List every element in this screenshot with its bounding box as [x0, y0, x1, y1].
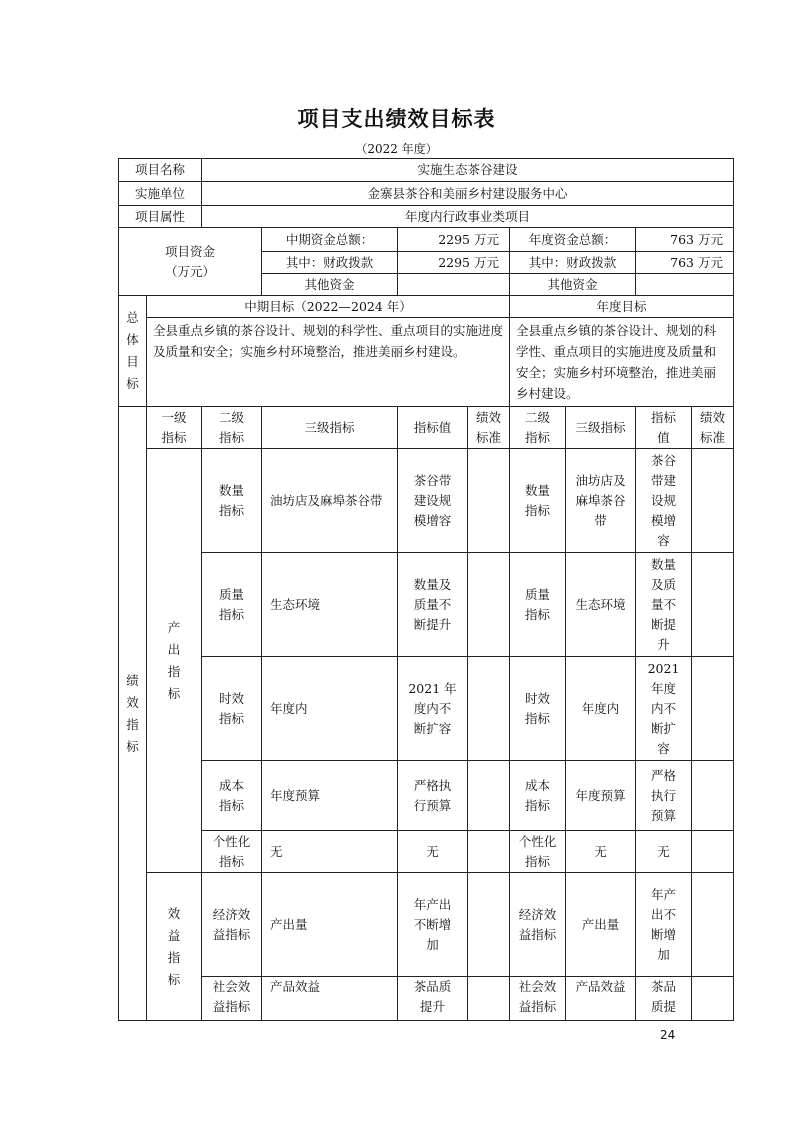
output-indicator-label: 产 出 指 标 — [147, 449, 202, 873]
row-l2b: 个性化 指标 — [510, 831, 566, 873]
table-row — [119, 407, 734, 449]
row-stdb — [692, 449, 734, 553]
mid-total-label: 中期资金总额： — [262, 228, 398, 252]
row-val: 年产出 不断增 加 — [398, 873, 468, 977]
table-row — [119, 159, 734, 182]
mid-target-text: 全县重点乡镇的茶谷设计、规划的科学性、重点项目的实施进度及质量和安全；实施乡村环境整治，推进美丽乡村建设。 — [147, 318, 510, 407]
header-l3: 三级指标 — [262, 407, 398, 449]
year-other-label: 其他资金 — [510, 274, 636, 296]
year-target-text: 全县重点乡镇的茶谷设计、规划的科学性、重点项目的实施进度及质量和安全；实施乡村环境整治，推进美丽乡村建设。 — [510, 318, 734, 407]
row-std — [468, 873, 510, 977]
mid-total-value: 2295 万元 — [398, 228, 510, 252]
benefit-indicator-label: 效 益 指 标 — [147, 873, 202, 1021]
page-number: 24 — [660, 1028, 676, 1042]
row-std — [468, 449, 510, 553]
row-stdb — [692, 761, 734, 831]
row-l3: 产品效益 — [262, 977, 398, 1021]
attr-value: 年度内行政事业类项目 — [202, 206, 734, 228]
header-l3b: 三级指标 — [566, 407, 636, 449]
table-row — [119, 206, 734, 228]
row-l2b: 经济效 益指标 — [510, 873, 566, 977]
funds-label: 项目资金 （万元） — [119, 228, 262, 296]
row-val: 2021 年 度内不 断扩容 — [398, 657, 468, 761]
project-name-label: 项目名称 — [119, 159, 202, 182]
row-std — [468, 977, 510, 1021]
overall-target-label: 总 体 目 标 — [119, 296, 147, 407]
row-val: 数量及 质量不 断提升 — [398, 553, 468, 657]
header-l1: 一级 指标 — [147, 407, 202, 449]
row-valb: 茶品 质提 — [636, 977, 692, 1021]
row-l2b: 时效 指标 — [510, 657, 566, 761]
header-l2b: 二级 指标 — [510, 407, 566, 449]
row-l2: 质量 指标 — [202, 553, 262, 657]
mid-other-value — [398, 274, 510, 296]
row-std — [468, 553, 510, 657]
year-label: （2022 年度） — [355, 142, 438, 156]
row-l3b: 产出量 — [566, 873, 636, 977]
row-valb: 2021 年度 内不 断扩 容 — [636, 657, 692, 761]
row-stdb — [692, 553, 734, 657]
project-name-value: 实施生态茶谷建设 — [202, 159, 734, 182]
row-l2b: 社会效 益指标 — [510, 977, 566, 1021]
row-val: 茶谷带 建设规 模增容 — [398, 449, 468, 553]
row-l3: 产出量 — [262, 873, 398, 977]
year-other-value — [636, 274, 734, 296]
table-row — [119, 657, 734, 761]
performance-table — [118, 158, 734, 1021]
year-fiscal-value: 763 万元 — [636, 252, 734, 274]
row-l3b: 年度内 — [566, 657, 636, 761]
row-l2: 数量 指标 — [202, 449, 262, 553]
header-valb: 指标 值 — [636, 407, 692, 449]
mid-other-label: 其他资金 — [262, 274, 398, 296]
mid-fiscal-value: 2295 万元 — [398, 252, 510, 274]
header-l2: 二级 指标 — [202, 407, 262, 449]
year-total-label: 年度资金总额： — [510, 228, 636, 252]
row-stdb — [692, 977, 734, 1021]
row-stdb — [692, 657, 734, 761]
row-stdb — [692, 831, 734, 873]
row-valb: 数量 及质 量不 断提 升 — [636, 553, 692, 657]
row-l2: 时效 指标 — [202, 657, 262, 761]
row-l3b: 无 — [566, 831, 636, 873]
row-std — [468, 761, 510, 831]
unit-value: 金寨县茶谷和美丽乡村建设服务中心 — [202, 182, 734, 206]
page-title: 项目支出绩效目标表 — [297, 107, 496, 131]
attr-label: 项目属性 — [119, 206, 202, 228]
row-l3: 无 — [262, 831, 398, 873]
row-l3: 生态环境 — [262, 553, 398, 657]
row-l2: 个性化 指标 — [202, 831, 262, 873]
row-l3b: 年度预算 — [566, 761, 636, 831]
row-l3: 年度内 — [262, 657, 398, 761]
table-row — [119, 449, 734, 553]
header-std: 绩效 标准 — [468, 407, 510, 449]
table-row — [119, 296, 734, 318]
mid-fiscal-label: 其中：财政拨款 — [262, 252, 398, 274]
row-l3b: 油坊店及 麻埠茶谷 带 — [566, 449, 636, 553]
table-row — [119, 553, 734, 657]
row-l2: 社会效 益指标 — [202, 977, 262, 1021]
row-val: 茶品质 提升 — [398, 977, 468, 1021]
table-row — [119, 977, 734, 1021]
row-std — [468, 657, 510, 761]
row-l2b: 质量 指标 — [510, 553, 566, 657]
row-val: 严格执 行预算 — [398, 761, 468, 831]
table-row — [119, 182, 734, 206]
row-l2b: 成本 指标 — [510, 761, 566, 831]
table-row — [119, 228, 734, 252]
header-val: 指标值 — [398, 407, 468, 449]
row-stdb — [692, 873, 734, 977]
row-valb: 茶谷 带建 设规 模增 容 — [636, 449, 692, 553]
mid-target-header: 中期目标（2022—2024 年） — [147, 296, 510, 318]
row-val: 无 — [398, 831, 468, 873]
perf-indicator-label: 绩 效 指 标 — [119, 407, 147, 1021]
unit-label: 实施单位 — [119, 182, 202, 206]
row-valb: 严格 执行 预算 — [636, 761, 692, 831]
row-l2: 成本 指标 — [202, 761, 262, 831]
row-valb: 年产 出不 断增 加 — [636, 873, 692, 977]
row-l2b: 数量 指标 — [510, 449, 566, 553]
row-std — [468, 831, 510, 873]
table-row — [119, 318, 734, 407]
table-row — [119, 761, 734, 831]
header-stdb: 绩效 标准 — [692, 407, 734, 449]
row-l2: 经济效 益指标 — [202, 873, 262, 977]
year-fiscal-label: 其中：财政拨款 — [510, 252, 636, 274]
year-target-header: 年度目标 — [510, 296, 734, 318]
row-l3: 油坊店及麻埠茶谷带 — [262, 449, 398, 553]
table-row — [119, 873, 734, 977]
row-l3b: 产品效益 — [566, 977, 636, 1021]
row-l3: 年度预算 — [262, 761, 398, 831]
row-valb: 无 — [636, 831, 692, 873]
row-l3b: 生态环境 — [566, 553, 636, 657]
year-total-value: 763 万元 — [636, 228, 734, 252]
table-row — [119, 831, 734, 873]
